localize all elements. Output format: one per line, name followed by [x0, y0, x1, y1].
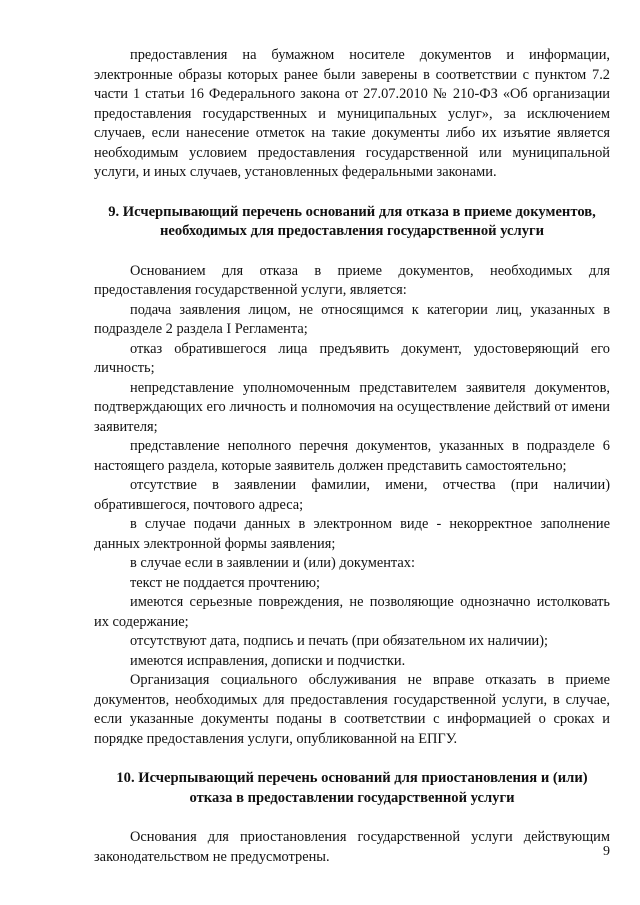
- section-10-heading: 10. Исчерпывающий перечень оснований для приостановления и (или) отказа в предоставлении государственной услуги: [116, 770, 588, 806]
- section-9-paragraph: имеются серьезные повреждения, не позволяющие однозначно истолковать их содержание;: [94, 594, 610, 630]
- section-9-paragraph: непредставление уполномоченным представителем заявителя документов, подтверждающих его личность и полномочия на осуществление действий от имени заявителя;: [94, 379, 610, 435]
- page-number: 9: [603, 844, 610, 859]
- section-9-paragraph: Организация социального обслуживания не вправе отказать в приеме документов, необходимых для предоставления государственной услуги, в случае, если указанные документы поданы в соответствии с информацией о сроках и порядке предоставления услуги, опубликованной на ЕПГУ.: [94, 672, 610, 747]
- section-9-paragraph: Основанием для отказа в приеме документов, необходимых для предоставления государственной услуги, является:: [94, 262, 610, 298]
- section-9-paragraph: в случае подачи данных в электронном виде - некорректное заполнение данных электронной формы заявления;: [94, 516, 610, 552]
- section-9-paragraph: отсутствие в заявлении фамилии, имени, отчества (при наличии) обратившегося, почтового адреса;: [94, 477, 610, 513]
- section-9-paragraph: отказ обратившегося лица предъявить документ, удостоверяющий его личность;: [94, 340, 610, 376]
- section-9-paragraph: имеются исправления, дописки и подчистки.: [130, 652, 406, 669]
- section-9-paragraph: представление неполного перечня документов, указанных в подразделе 6 настоящего раздела, которые заявитель должен представить самостоятельно;: [94, 438, 610, 474]
- section-9-paragraph: в случае если в заявлении и (или) документах:: [130, 555, 415, 571]
- section-9-paragraph: подача заявления лицом, не относящимся к категории лиц, указанных в подразделе 2 раздела I Регламента;: [94, 301, 610, 337]
- section-9-paragraph: отсутствуют дата, подпись и печать (при обязательном их наличии);: [130, 633, 549, 649]
- section-9-heading: 9. Исчерпывающий перечень оснований для отказа в приеме документов, необходимых для предоставления государственной услуги: [108, 203, 596, 239]
- section-9-body: [94, 262, 610, 750]
- section-10-paragraph: Основания для приостановления государственной услуги действующим законодательством не предусмотрены.: [94, 829, 610, 865]
- intro-paragraph: предоставления на бумажном носителе документов и информации, электронные образы которых ранее были заверены в соответствии с пунктом 7.2 части 1 статьи 16 Федерального закона от 27.07.2010 № 210-ФЗ «Об организации предоставления государственных и муниципальных услуг», за исключением случаев, если нанесение отметок на такие документы либо их изъятие является необходимым условием предоставления государственной или муниципальной услуги, и иных случаев, установленных федеральными законами.: [94, 47, 610, 180]
- section-9-paragraph: текст не поддается прочтению;: [130, 574, 321, 591]
